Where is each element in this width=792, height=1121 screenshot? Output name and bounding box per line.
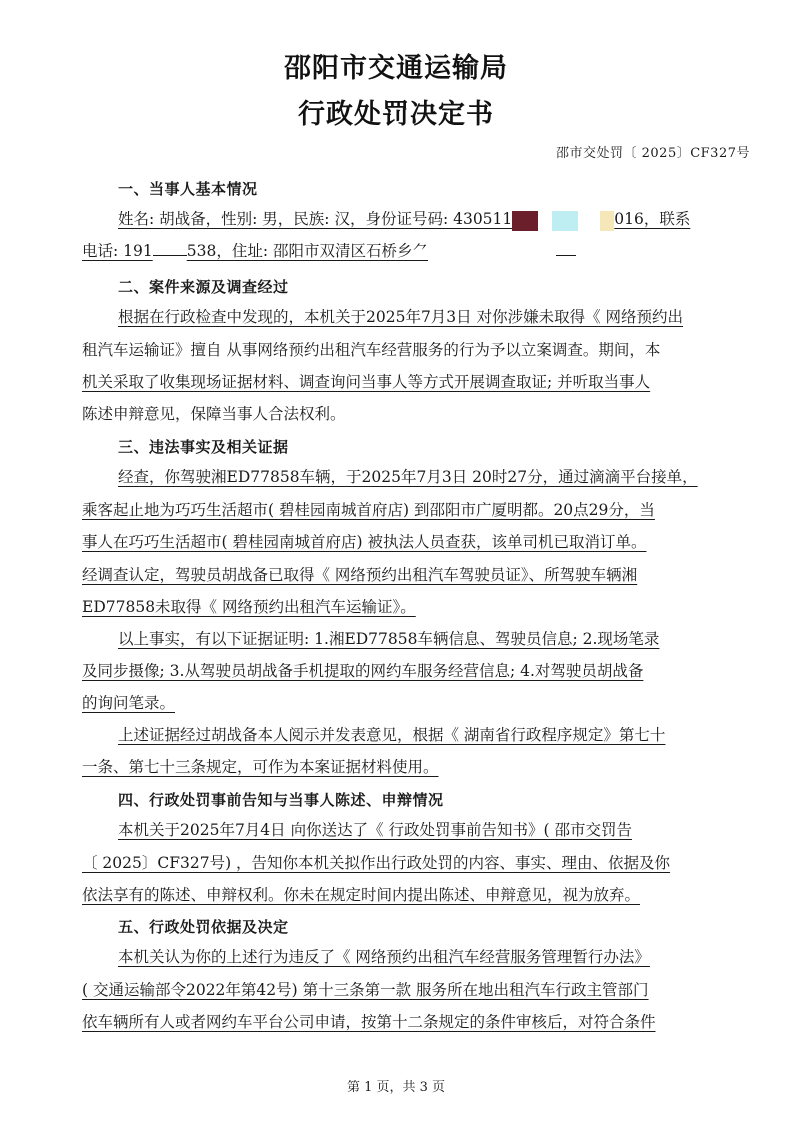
party-name-id-text: 姓名: 胡战备，性别: 男，民族: 汉，身份证号码: 430511 (118, 210, 513, 228)
address-blank (556, 241, 576, 256)
party-address-text: 538，住址: 邵阳市双清区石桥乡⺈ (186, 242, 428, 260)
basis-line-2 (82, 980, 649, 1000)
evidence-text-5: 一条、第七十三条规定，可作为本案证据材料使用。 (82, 758, 439, 776)
notice-line-2 (82, 853, 670, 873)
basis-text-3: 依车辆所有人或者网约车平台公司申请，按第十二条规定的条件审核后，对符合条件 (82, 1013, 656, 1031)
basis-line-1 (118, 947, 650, 967)
facts-text-3: 事人在巧巧生活超市( 碧桂园南城首府店) 被执法人员查获，该单司机已取消订单。 (82, 533, 647, 551)
facts-text-1: 经查，你驾驶湘ED77858车辆，于2025年7月3日 20时27分，通过滴滴平台接单， (118, 468, 698, 486)
notice-text-1: 本机关于2025年7月4日 向你送达了《 行政处罚事前告知书》( 邵市交罚告 (118, 821, 632, 839)
agency-title: 邵阳市交通运输局 (284, 53, 508, 84)
case-source-text-2: 租汽车运输证》擅自 从事网络预约出租汽车经营服务的行为予以立案调查。期间，本 (82, 341, 661, 359)
case-source-line-3 (82, 372, 650, 392)
facts-text-2: 乘客起止地为巧巧生活超市( 碧桂园南城首府店) 到邵阳市广厦明都。20点29分，当 (82, 501, 655, 519)
party-address-line (82, 241, 576, 261)
section-heading-case-source: 二、案件来源及调查经过 (118, 278, 289, 296)
party-phone-text: 电话: 191 (82, 242, 153, 260)
case-source-text-4: 陈述申辩意见，保障当事人合法权利。 (82, 405, 346, 423)
basis-text-2: ( 交通运输部令2022年第42号) 第十三条第一款 服务所在地出租汽车行政主管部门 (82, 981, 649, 999)
facts-line-3 (82, 532, 646, 552)
case-source-text-1: 根据在行政检查中发现的，本机关于2025年7月3日 对你涉嫌未取得《 网络预约出 (118, 308, 684, 326)
evidence-line-3 (82, 693, 175, 713)
case-source-line-4 (82, 404, 346, 424)
facts-text-4: 经调查认定，驾驶员胡战备已取得《 网络预约出租汽车驾驶员证》、所驾驶车辆湘 (82, 566, 638, 584)
basis-text-1: 本机关认为你的上述行为违反了《 网络预约出租汽车经营服务管理暂行办法》 (118, 948, 650, 966)
notice-line-1 (118, 820, 632, 840)
case-source-line-2 (82, 340, 660, 360)
notice-text-2: 〔 2025〕CF327号) ，告知你本机关拟作出行政处罚的内容、事实、理由、依据及你 (82, 854, 671, 872)
facts-line-1 (118, 467, 698, 487)
section-heading-facts-evidence: 三、违法事实及相关证据 (118, 438, 289, 456)
evidence-text-1: 以上事实，有以下证据证明: 1.湘ED77858车辆信息、驾驶员信息; 2.现场笔录 (118, 630, 660, 648)
section-heading-penalty-basis: 五、行政处罚依据及决定 (118, 918, 289, 936)
section-heading-party-info: 一、当事人基本情况 (118, 180, 258, 198)
facts-line-2 (82, 500, 655, 520)
party-info-line (118, 209, 690, 231)
case-source-text-3: 机关采取了收集现场证据材料、调查询问当事人等方式开展调查取证; 并听取当事人 (82, 373, 651, 391)
evidence-text-3: 的询问笔录。 (82, 694, 176, 712)
basis-line-3 (82, 1012, 656, 1032)
evidence-line-5 (82, 757, 439, 777)
case-source-line-1 (118, 307, 683, 327)
evidence-text-2: 及同步摄像; 3.从驾驶员胡战备手机提取的网约车服务经营信息; 4.对驾驶员胡战备 (82, 662, 644, 680)
notice-text-3: 依法享有的陈述、申辩权利。你未在规定时间内提出陈述、申辩意见，视为放弃。 (82, 886, 641, 904)
evidence-line-2 (82, 661, 643, 681)
facts-line-4 (82, 565, 637, 585)
document-title: 行政处罚决定书 (298, 99, 494, 130)
notice-line-3 (82, 885, 640, 905)
evidence-text-4: 上述证据经过胡战备本人阅示并发表意见，根据《 湖南省行政程序规定》第七十 (118, 726, 666, 744)
party-contact-label: 016，联系 (614, 210, 691, 228)
redaction-block (512, 210, 614, 231)
evidence-line-4 (118, 725, 665, 745)
evidence-line-1 (118, 629, 659, 649)
facts-line-5 (82, 597, 416, 617)
section-heading-prior-notice: 四、行政处罚事前告知与当事人陈述、申辩情况 (118, 791, 444, 809)
page-number: 第 1 页，共 3 页 (346, 1080, 446, 1095)
facts-text-5: ED77858未取得《 网络预约出租汽车运输证》。 (82, 598, 416, 616)
document-number: 邵市交处罚〔 2025〕CF327号 (556, 146, 750, 161)
